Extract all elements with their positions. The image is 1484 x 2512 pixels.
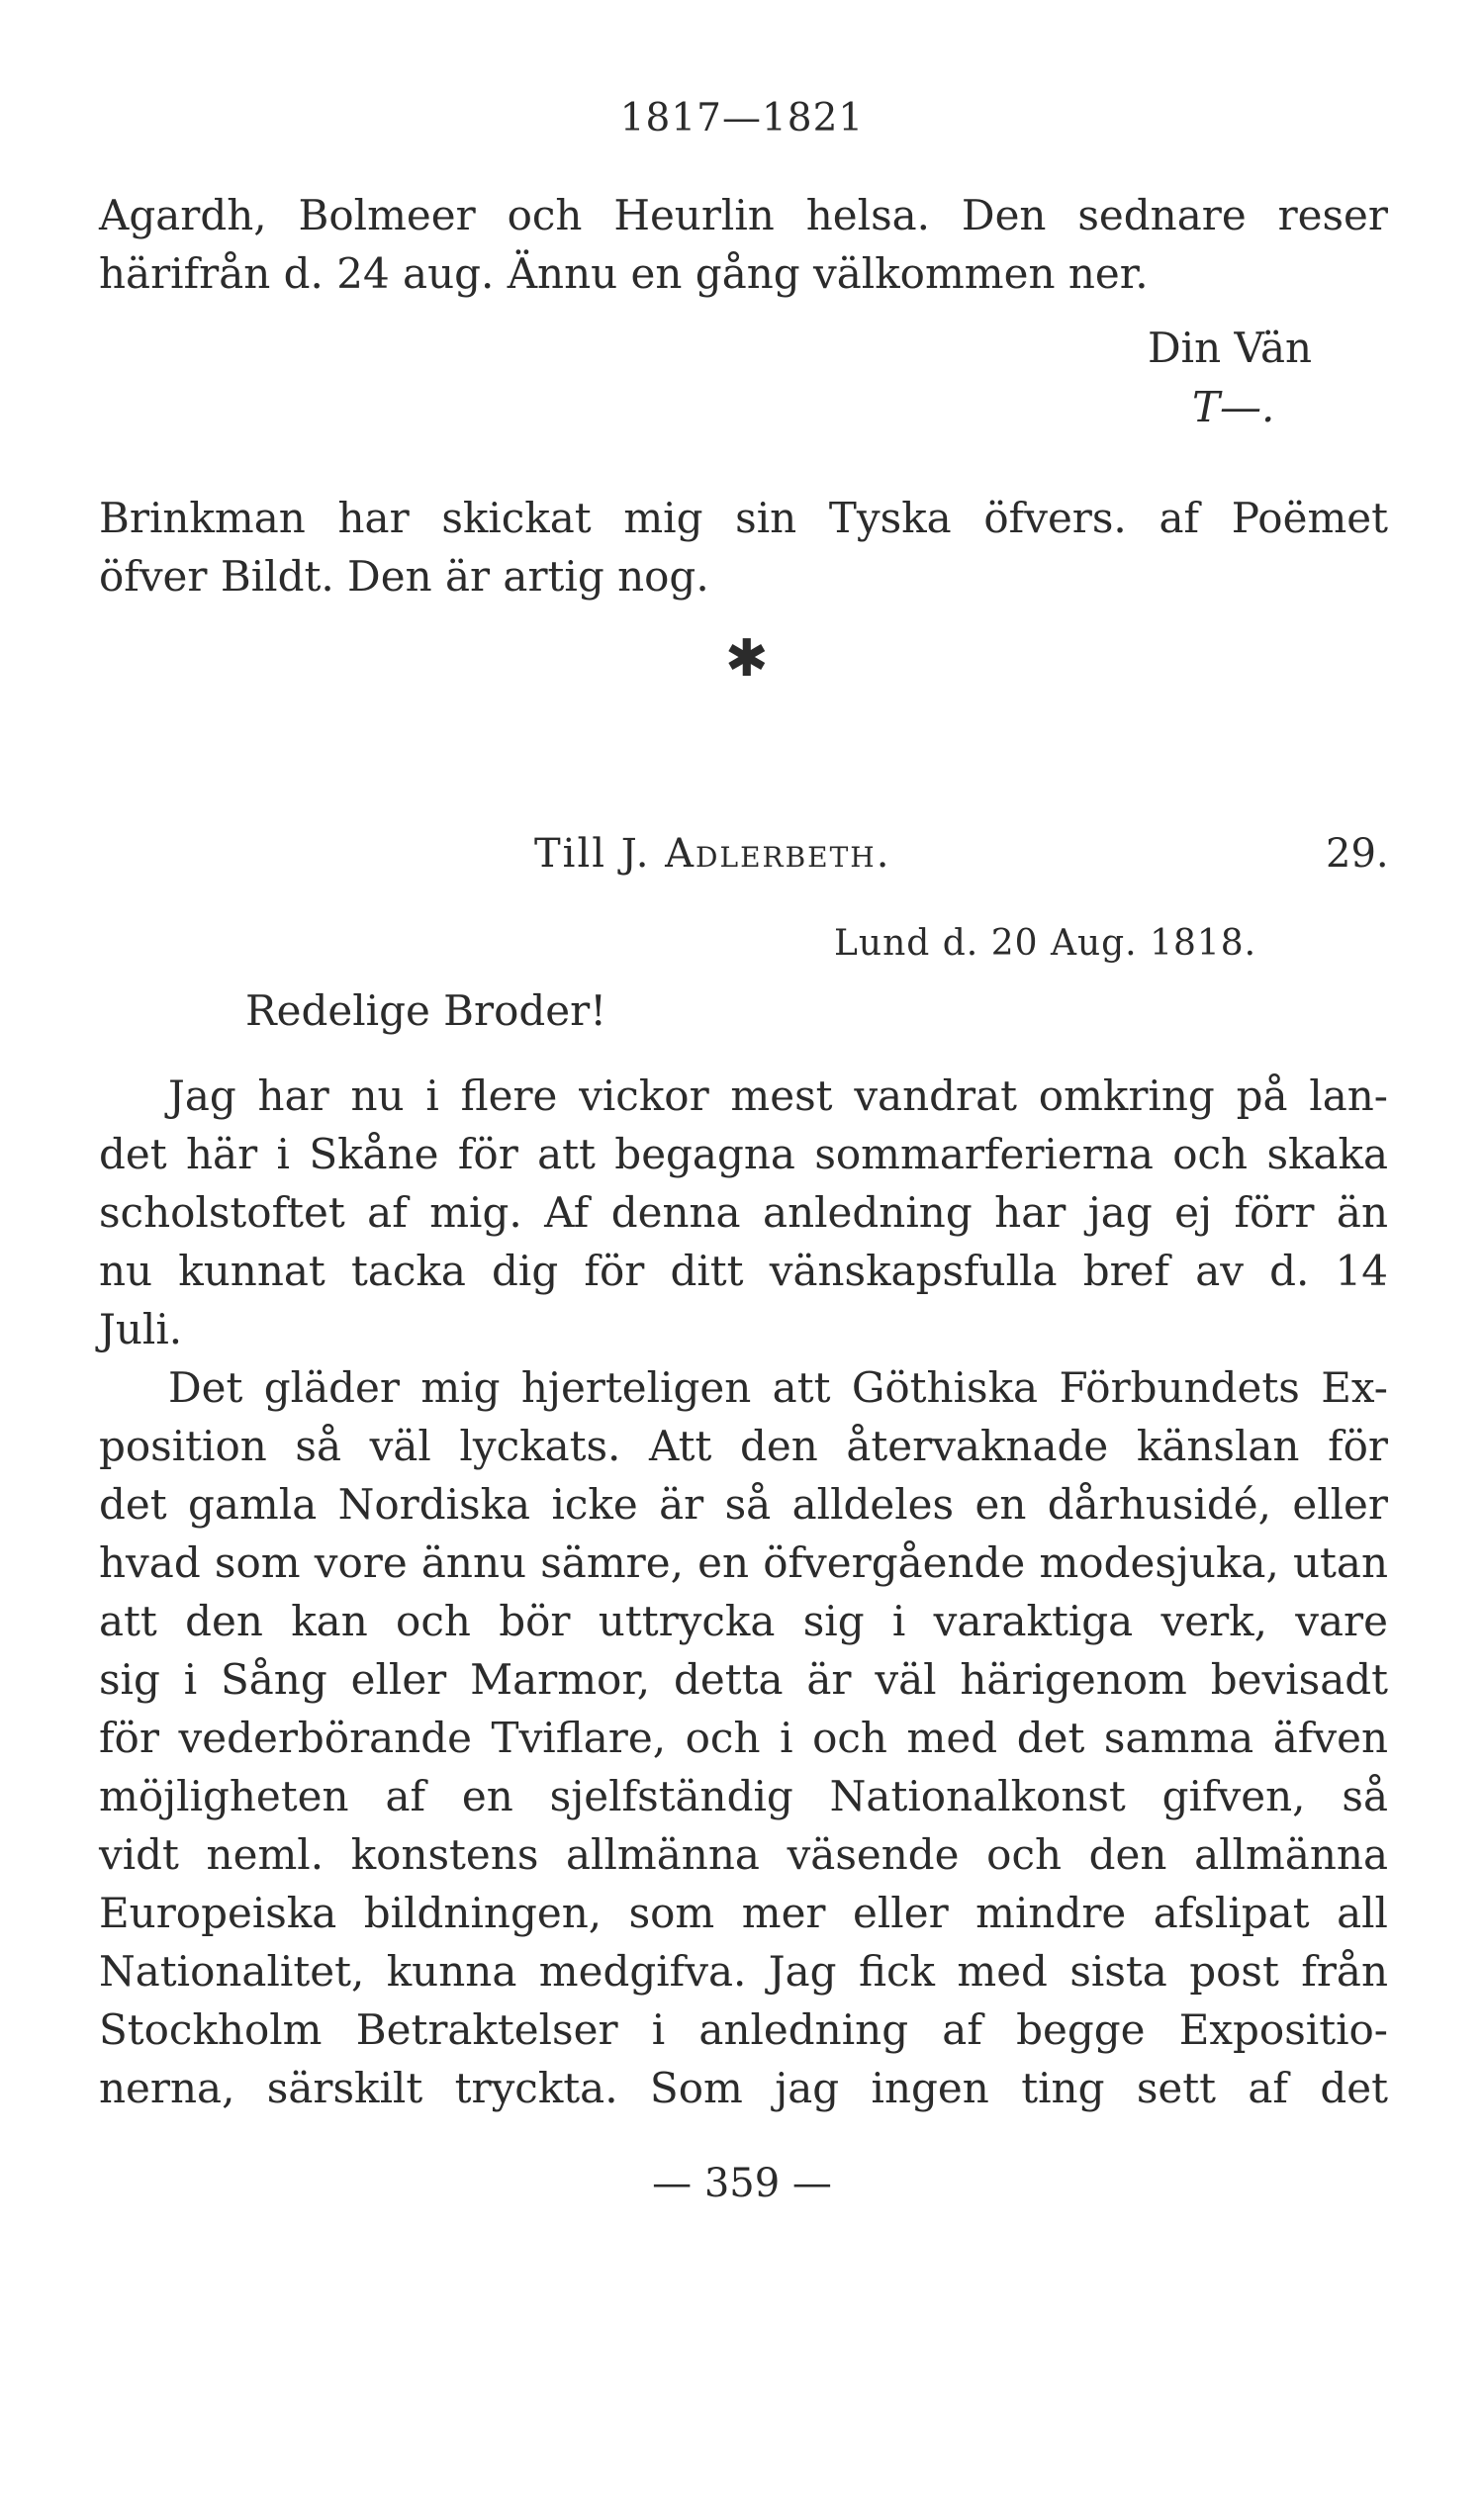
text-line: Juli. (99, 1305, 183, 1353)
signature: T—. (1192, 383, 1275, 431)
text-line: möjligheten af en sjelfständig Nationalkonst gifven, så (99, 1772, 1388, 1820)
letter-heading (534, 831, 890, 877)
text-line: hvad som vore ännu sämre, en öfvergående modesjuka, utan (99, 1538, 1388, 1587)
dateline: Lund d. 20 Aug. 1818. (834, 923, 1257, 964)
text-line: Europeiska bildningen, som mer eller mindre afslipat all (99, 1889, 1388, 1937)
paragraph-1 (99, 1067, 1388, 1358)
heading-prefix: Till J. (534, 831, 651, 877)
heading-recipient: Adlerbeth. (665, 831, 891, 877)
text-line: nu kunnat tacka dig för ditt vänskapsfulla bref av d. 14 (99, 1247, 1388, 1295)
text-line: scholstoftet af mig. Af denna anledning har jag ej förr än (99, 1188, 1388, 1237)
valediction: Din Vän (1148, 324, 1313, 372)
text-line: position så väl lyckats. Att den återvaknade känslan för (99, 1422, 1388, 1470)
text-line: sig i Sång eller Marmor, detta är väl härigenom bevisadt (99, 1655, 1388, 1704)
text-line: att den kan och bör uttrycka sig i varaktiga verk, vare (99, 1597, 1388, 1645)
text-line: Brinkman har skickat mig sin Tyska öfvers. af Poëmet (99, 494, 1388, 542)
text-line: öfver Bildt. Den är artig nog. (99, 552, 709, 601)
text-line: Jag har nu i flere vickor mest vandrat omkring på lan- (168, 1071, 1388, 1120)
text-line: vidt neml. konstens allmänna väsende och den allmänna (99, 1830, 1388, 1879)
postscript-block (99, 489, 1388, 605)
text-line: för vederbörande Tviflare, och i och med det samma äfven (99, 1714, 1388, 1762)
running-head: 1817—1821 (619, 96, 865, 140)
text-line: Agardh, Bolmeer och Heurlin helsa. Den sednare reser (99, 191, 1388, 239)
letter-number: 29. (1326, 831, 1389, 877)
text-line: Stockholm Betraktelser i anledning af begge Expositio- (99, 2005, 1388, 2054)
text-line: härifrån d. 24 aug. Ännu en gång välkommen ner. (99, 249, 1149, 298)
text-line: nerna, särskilt tryckta. Som jag ingen ting sett af det (99, 2064, 1388, 2112)
text-line: det gamla Nordiska icke är så alldeles en dårhusidé, eller (99, 1480, 1388, 1529)
text-line: Nationalitet, kunna medgifva. Jag fick med sista post från (99, 1947, 1388, 1996)
page-number: — 359 — (652, 2161, 832, 2206)
intro-block (99, 186, 1388, 303)
text-line: det här i Skåne för att begagna sommarferierna och skaka (99, 1130, 1388, 1178)
text-line: Det gläder mig hjerteligen att Göthiska Förbundets Ex- (168, 1363, 1388, 1412)
salutation: Redelige Broder! (245, 986, 607, 1035)
paragraph-2 (99, 1358, 1388, 2117)
asterisk-separator-icon: ✱ (725, 629, 769, 689)
